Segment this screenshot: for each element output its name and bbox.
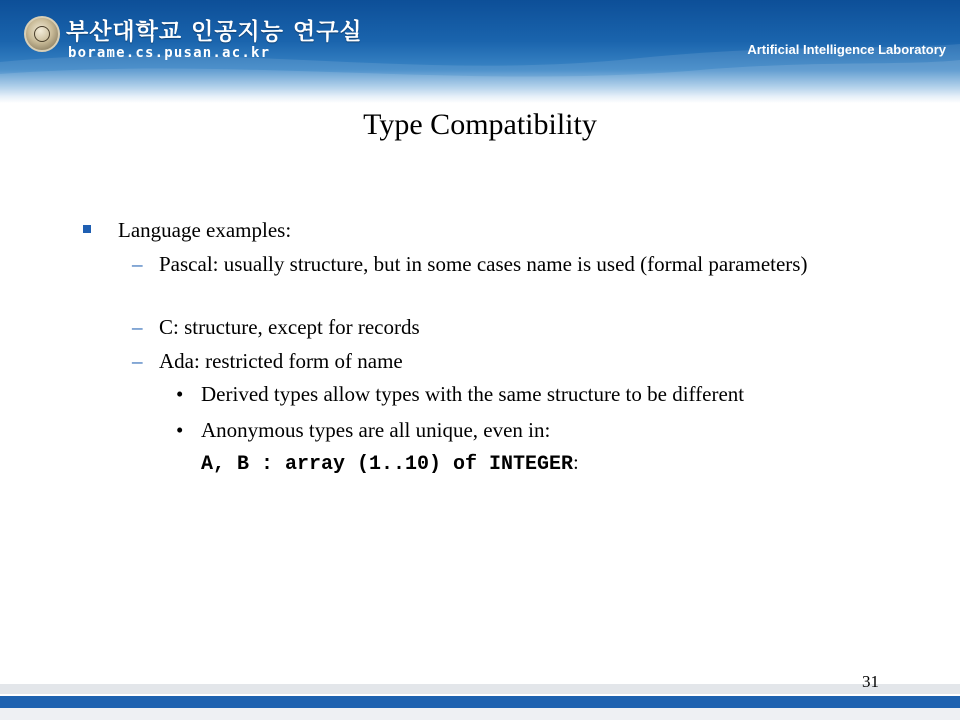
slide-title: Type Compatibility	[363, 108, 597, 141]
footer-band-blue	[0, 696, 960, 708]
code-suffix: :	[573, 452, 579, 474]
header-banner	[0, 0, 960, 103]
dash-bullet: –	[132, 315, 143, 339]
footer-band-bottom	[0, 708, 960, 720]
sublist-item-text: Derived types allow types with the same structure to be different	[201, 382, 745, 406]
dash-bullet: –	[132, 349, 143, 373]
code-text: A, B : array (1..10) of INTEGER	[201, 453, 574, 476]
dot-bullet: •	[176, 382, 184, 406]
footer-band-light	[0, 684, 960, 694]
bullet-text: Language examples:	[118, 218, 292, 242]
list-item-text: C: structure, except for records	[159, 315, 420, 339]
page-number: 31	[862, 672, 879, 691]
code-example	[201, 452, 579, 476]
list-item-text: Ada: restricted form of name	[159, 349, 403, 373]
dash-bullet: –	[132, 252, 143, 276]
lab-name-korean: 부산대학교 인공지능 연구실	[66, 19, 363, 45]
lab-name-english: Artificial Intelligence Laboratory	[747, 42, 946, 57]
list-item-text: Pascal: usually structure, but in some cases name is used (formal parameters)	[159, 252, 808, 276]
square-bullet-icon	[83, 225, 91, 233]
list-item-pascal	[132, 250, 812, 306]
seal-inner-ring	[34, 26, 50, 42]
lab-url: borame.cs.pusan.ac.kr	[68, 45, 271, 61]
sublist-item-text: Anonymous types are all unique, even in:	[201, 418, 551, 442]
university-seal-icon	[24, 16, 60, 52]
dot-bullet: •	[176, 418, 184, 442]
